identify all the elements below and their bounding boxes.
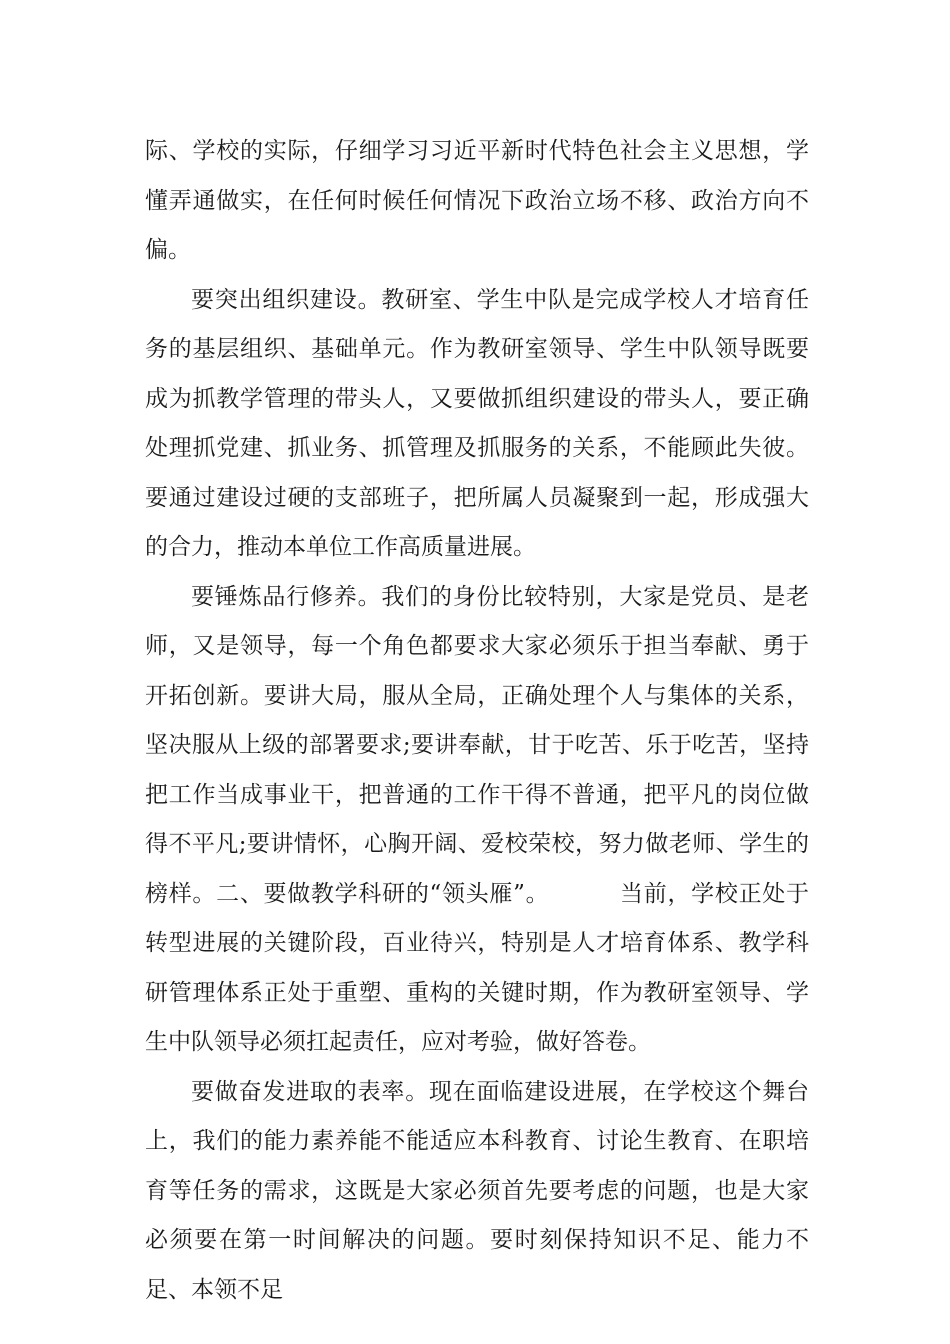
- paragraph-2-text: 要突出组织建设。教研室、学生中队是完成学校人才培育任务的基层组织、基础单元。作为教研室领导、学生中队领导既要成为抓教学管理的带头人，又要做抓组织建设的带头人，要正确处理抓党建、抓业务、抓管理及抓服务的关系，不能顾此失彼。要通过建设过硬的支部班子，把所属人员凝聚到一起，形成强大的合力，推动本单位工作高质量进展。: [145, 286, 809, 560]
- paragraph-3-continuation: 当前，学校正处于转型进展的关键阶段，百业待兴，特别是人才培育体系、教学科研管理体系正处于重塑、重构的关键时期，作为教研室领导、学生中队领导必须扛起责任，应对考验，做好答卷。: [145, 880, 809, 1055]
- paragraph-2: [145, 276, 809, 573]
- paragraph-3-text: 要锤炼品行修养。我们的身份比较特别，大家是党员、是老师，又是领导，每一个角色都要求大家必须乐于担当奉献、勇于开拓创新。要讲大局，服从全局，正确处理个人与集体的关系，坚决服从上级的部署要求;要讲奉献，甘于吃苦、乐于吃苦，坚持把工作当成事业干，把普通的工作干得不普通，把平凡的岗位做得不平凡;要讲情怀，心胸开阔、爱校荣校，努力做老师、学生的榜样。二、要做教学科研的“领头雁”。: [145, 583, 809, 907]
- paragraph-1-text: 际、学校的实际，仔细学习习近平新时代特色社会主义思想，学懂弄通做实，在任何时候任何情况下政治立场不移、政治方向不偏。: [145, 138, 809, 263]
- document-body: [145, 127, 809, 1315]
- paragraph-1: [145, 127, 809, 276]
- paragraph-3: [145, 573, 809, 1068]
- paragraph-4-text: 要做奋发进取的表率。现在面临建设进展，在学校这个舞台上，我们的能力素养能不能适应本科教育、讨论生教育、在职培育等任务的需求，这既是大家必须首先要考虑的问题，也是大家必须要在第一时间解决的问题。要时刻保持知识不足、能力不足、本领不足: [145, 1078, 809, 1303]
- paragraph-4: [145, 1068, 809, 1316]
